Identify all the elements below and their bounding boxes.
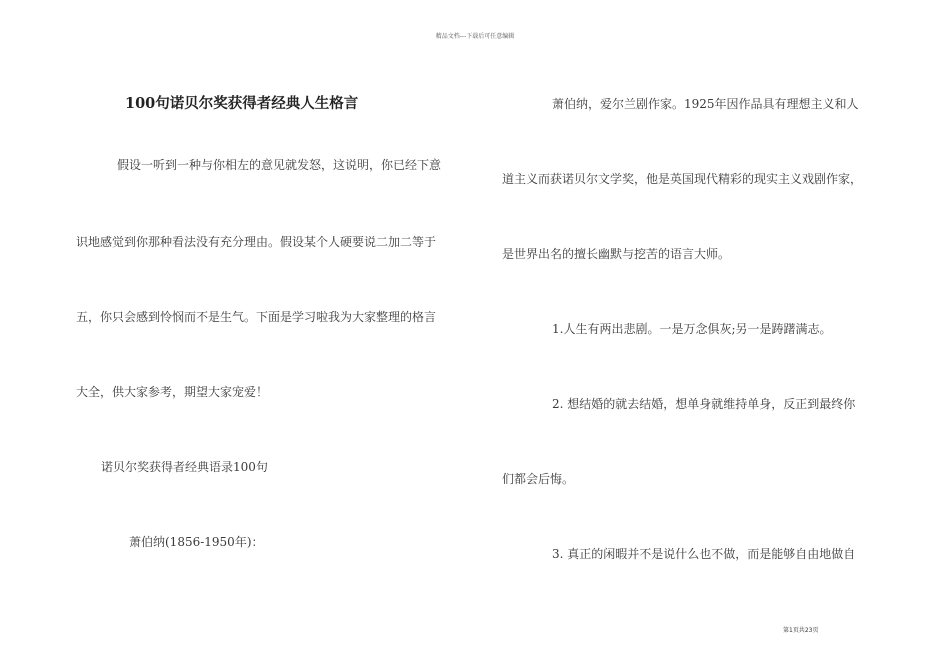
page-number: 第1页共23页 xyxy=(783,627,819,634)
right-paragraph-line-2: 道主义而获诺贝尔文学奖，他是英国现代精彩的现实主义戏剧作家， xyxy=(502,172,863,186)
left-paragraph-line-1: 假设一听到一种与你相左的意见就发怒，这说明，你已经下意 xyxy=(117,158,442,172)
quote-item-1: 1.人生有两出悲剧。一是万念俱灰;另一是踌躇满志。 xyxy=(552,322,832,336)
quote-item-2-line-2: 们都会后悔。 xyxy=(502,472,575,486)
left-paragraph-line-4: 大全，供大家参考，期望大家宠爱！ xyxy=(76,385,269,399)
quote-item-2-line-1: 2. 想结婚的就去结婚，想单身就维持单身，反正到最终你 xyxy=(552,397,856,411)
left-paragraph-line-3: 五，你只会感到怜悯而不是生气。下面是学习啦我为大家整理的格言 xyxy=(76,310,437,324)
section-heading: 诺贝尔奖获得者经典语录100句 xyxy=(101,460,268,474)
author-heading: 萧伯纳(1856-1950年)： xyxy=(129,535,264,549)
left-paragraph-line-2: 识地感觉到你那种看法没有充分理由。假设某个人硬要说二加二等于 xyxy=(76,235,437,249)
right-paragraph-line-3: 是世界出名的擅长幽默与挖苦的语言大师。 xyxy=(502,247,731,261)
document-title: 100句诺贝尔奖获得者经典人生格言 xyxy=(125,95,359,112)
header-watermark: 精品文档---下载后可任意编辑 xyxy=(435,33,515,40)
quote-item-3-line-1: 3. 真正的闲暇并不是说什么也不做，而是能够自由地做自 xyxy=(552,547,856,561)
right-paragraph-line-1: 萧伯纳，爱尔兰剧作家。1925年因作品具有理想主义和人 xyxy=(552,97,859,111)
